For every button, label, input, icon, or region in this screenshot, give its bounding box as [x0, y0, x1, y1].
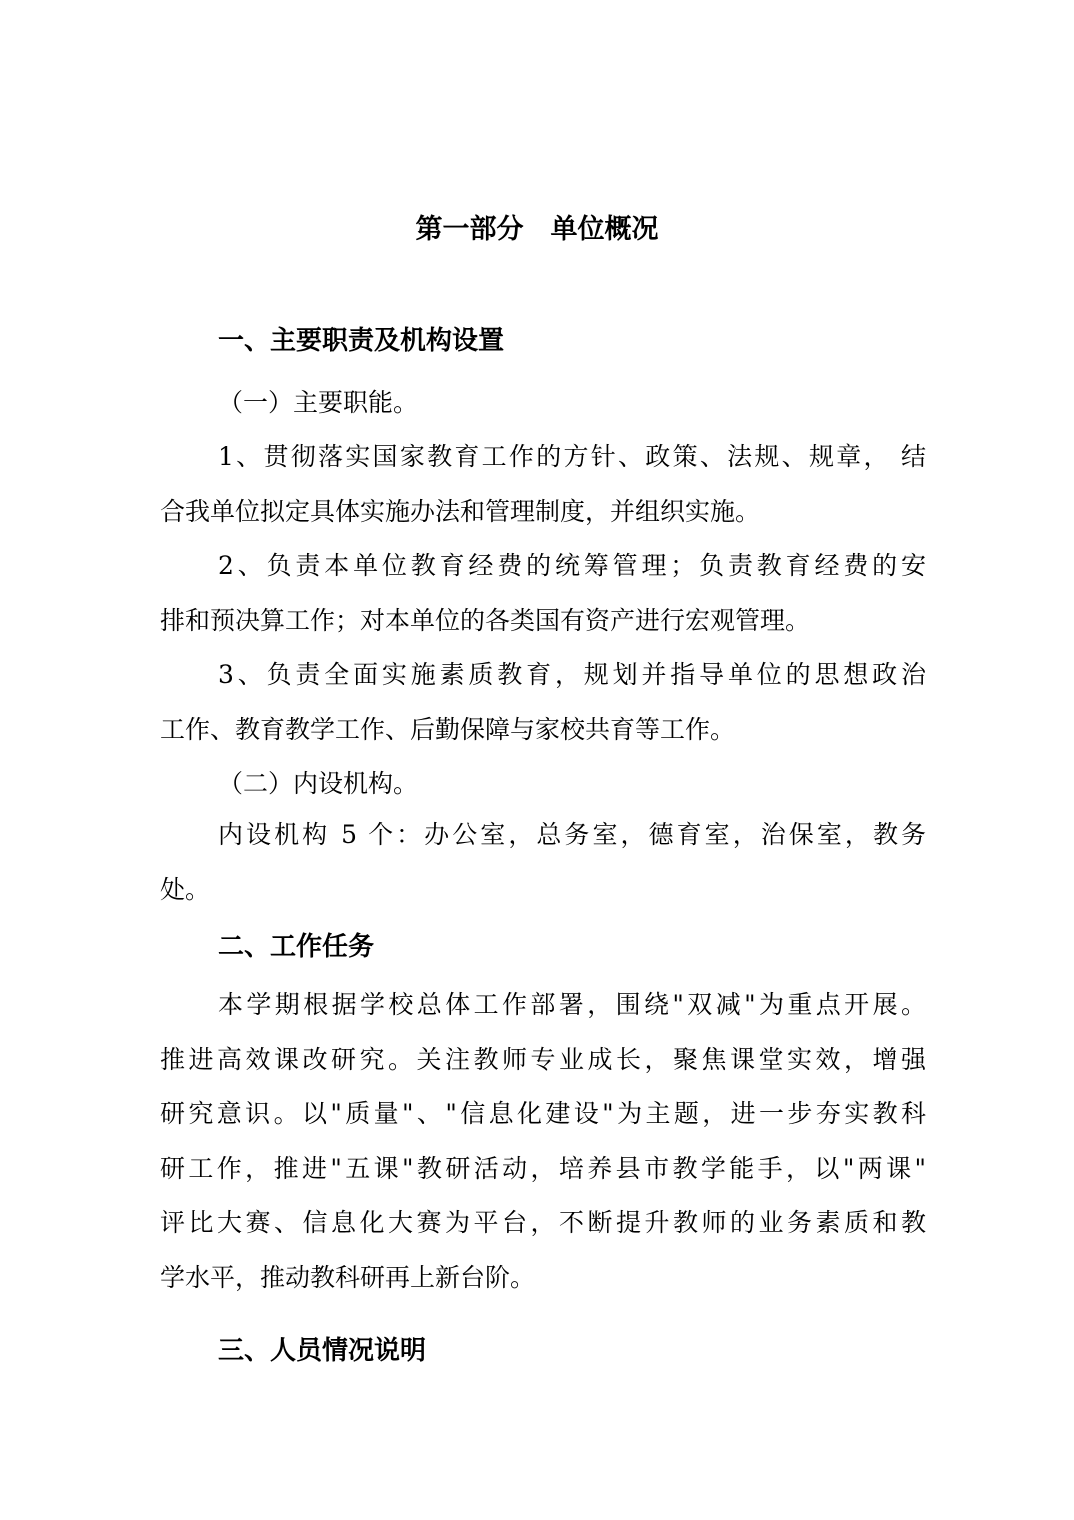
paragraph-line: 推进高效课改研究。关注教师专业成长，聚焦课堂实效，增强: [160, 1044, 926, 1074]
paragraph-line: 内设机构 5 个：办公室，总务室，德育室，治保室，教务: [218, 820, 926, 849]
subheading-main-functions: （一）主要职能。: [218, 388, 419, 417]
paragraph-line: 处。: [160, 874, 211, 904]
paragraph-line: 评比大赛、信息化大赛为平台，不断提升教师的业务素质和教: [160, 1208, 926, 1237]
paragraph-org: [160, 808, 926, 917]
subheading-internal-org: （二）内设机构。: [218, 769, 419, 798]
paragraph-line: 合我单位拟定具体实施办法和管理制度，并组织实施。: [160, 496, 761, 526]
paragraph-item-3: [160, 648, 926, 757]
paragraph-line: 3、负责全面实施素质教育，规划并指导单位的思想政治: [218, 660, 926, 689]
page-title: 第一部分 单位概况: [415, 214, 659, 245]
section-heading-tasks: 二、工作任务: [218, 932, 375, 962]
paragraph-line: 学水平，推动教科研再上新台阶。: [160, 1262, 536, 1292]
paragraph-line: 研究意识。以"质量"、"信息化建设"为主题，进一步夯实教科: [160, 1099, 926, 1128]
section-heading-duties: 一、主要职责及机构设置: [218, 326, 505, 356]
paragraph-tasks: [160, 978, 926, 1305]
paragraph-line: 排和预决算工作；对本单位的各类国有资产进行宏观管理。: [160, 605, 811, 635]
paragraph-line: 2、负责本单位教育经费的统筹管理；负责教育经费的安: [218, 551, 926, 580]
paragraph-line: 工作、教育教学工作、后勤保障与家校共育等工作。: [160, 714, 736, 744]
paragraph-line: 本学期根据学校总体工作部署，围绕"双减"为重点开展。: [218, 990, 926, 1019]
paragraph-line: 1、贯彻落实国家教育工作的方针、政策、法规、规章， 结: [218, 442, 926, 471]
paragraph-item-2: [160, 539, 926, 648]
paragraph-item-1: [160, 430, 926, 539]
section-heading-staff: 三、人员情况说明: [218, 1336, 427, 1366]
paragraph-line: 研工作，推进"五课"教研活动，培养县市教学能手，以"两课": [160, 1153, 926, 1183]
